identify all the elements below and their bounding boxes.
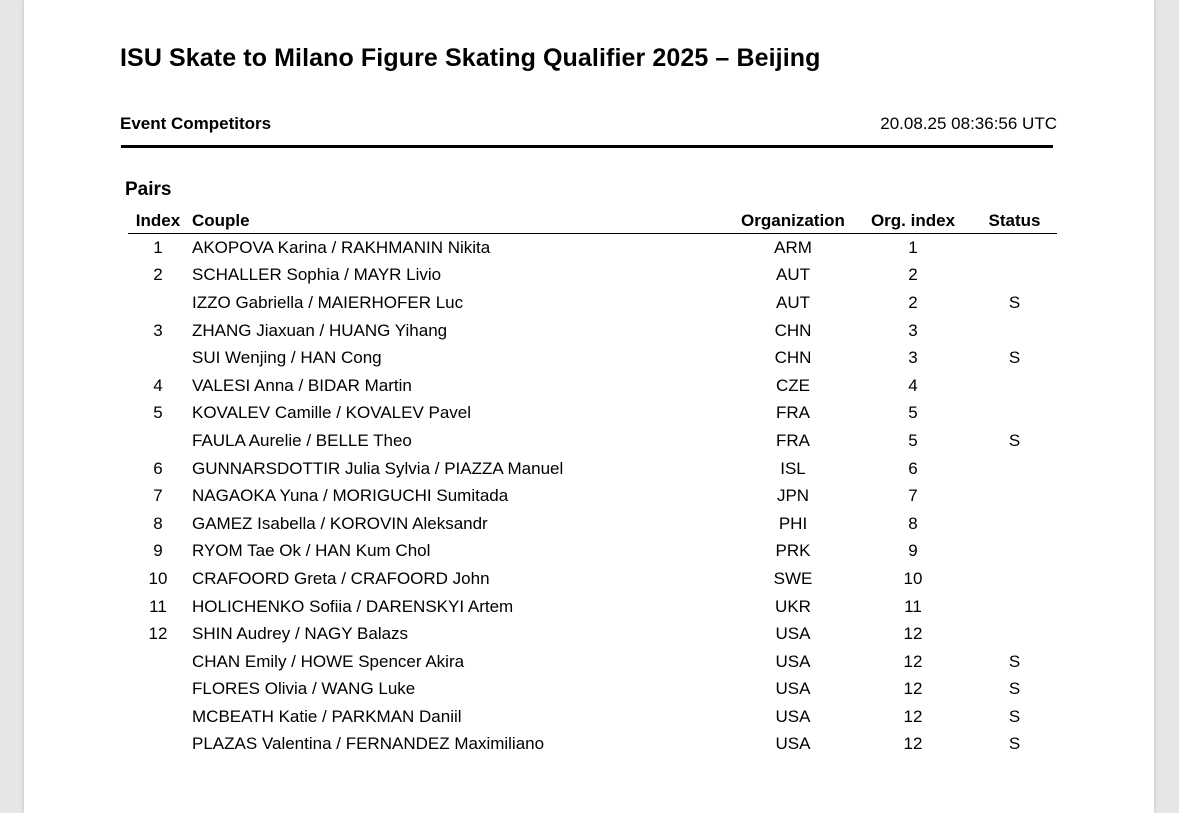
cell-couple: CRAFOORD Greta / CRAFOORD John [192, 568, 490, 588]
cell-couple: SCHALLER Sophia / MAYR Livio [192, 265, 442, 285]
cell-organization: CHN [774, 348, 812, 368]
cell-organization: PHI [778, 513, 808, 533]
cell-org-index: 2 [908, 265, 918, 285]
cell-org-index: 8 [908, 513, 918, 533]
cell-org-index: 12 [903, 679, 923, 699]
cell-couple: IZZO Gabriella / MAIERHOFER Luc [192, 292, 464, 312]
table-row [128, 648, 1057, 676]
cell-organization: USA [775, 651, 811, 671]
cell-org-index: 5 [908, 403, 918, 423]
table-row [128, 565, 1057, 593]
cell-couple: MCBEATH Katie / PARKMAN Daniil [192, 706, 462, 726]
table-row [128, 262, 1057, 290]
cell-index: 7 [153, 486, 163, 506]
cell-status: S [1008, 651, 1021, 671]
table-row [128, 400, 1057, 428]
cell-index: 10 [148, 568, 168, 588]
subheader [120, 114, 1057, 136]
table-row [128, 510, 1057, 538]
section-title: Pairs [125, 179, 172, 200]
cell-org-index: 2 [908, 292, 918, 312]
cell-status [972, 234, 1057, 262]
cell-status [972, 565, 1057, 593]
cell-couple: AKOPOVA Karina / RAKHMANIN Nikita [192, 237, 491, 257]
cell-status [972, 620, 1057, 648]
cell-couple: RYOM Tae Ok / HAN Kum Chol [192, 541, 431, 561]
cell-couple: SUI Wenjing / HAN Cong [192, 348, 382, 368]
cell-org-index: 12 [903, 624, 923, 644]
cell-status: S [1008, 292, 1021, 312]
timestamp: 20.08.25 08:36:56 UTC [880, 114, 1057, 133]
cell-status: S [1008, 679, 1021, 699]
cell-organization: AUT [776, 292, 810, 312]
table-row [128, 344, 1057, 372]
header-index: Index [128, 208, 188, 234]
cell-organization: ARM [774, 237, 812, 257]
cell-status [972, 372, 1057, 400]
table-row [128, 427, 1057, 455]
cell-organization: USA [775, 734, 811, 754]
cell-index: 1 [153, 237, 163, 257]
cell-status [972, 538, 1057, 566]
cell-index: 9 [153, 541, 163, 561]
table-row [128, 538, 1057, 566]
competitors-table [128, 208, 1057, 758]
cell-couple: ZHANG Jiaxuan / HUANG Yihang [192, 320, 448, 340]
cell-status: S [1008, 706, 1021, 726]
cell-organization: SWE [773, 568, 813, 588]
cell-organization: AUT [776, 265, 810, 285]
cell-org-index: 11 [904, 596, 922, 616]
cell-couple: PLAZAS Valentina / FERNANDEZ Maximiliano [192, 734, 545, 754]
cell-org-index: 12 [903, 651, 923, 671]
cell-org-index: 12 [903, 706, 923, 726]
cell-index: 2 [153, 265, 163, 285]
cell-couple: GAMEZ Isabella / KOROVIN Aleksandr [192, 513, 488, 533]
cell-org-index: 12 [903, 734, 923, 754]
cell-org-index: 4 [908, 375, 918, 395]
cell-status: S [1008, 734, 1021, 754]
cell-index [128, 289, 188, 317]
cell-index: 4 [153, 375, 163, 395]
cell-status [972, 317, 1057, 345]
cell-index [128, 648, 188, 676]
cell-org-index: 5 [908, 430, 918, 450]
cell-org-index: 3 [908, 348, 918, 368]
table-row [128, 731, 1057, 759]
table-row [128, 289, 1057, 317]
cell-org-index: 1 [908, 237, 918, 257]
cell-index: 3 [153, 320, 163, 340]
header-divider [121, 145, 1053, 148]
table-row [128, 676, 1057, 704]
cell-index: 12 [148, 624, 168, 644]
cell-organization: USA [775, 679, 811, 699]
cell-status [972, 593, 1057, 621]
table-row [128, 234, 1057, 262]
cell-index: 11 [149, 596, 167, 616]
cell-index [128, 731, 188, 759]
cell-status [972, 400, 1057, 428]
cell-organization: FRA [776, 430, 810, 450]
table-row [128, 482, 1057, 510]
cell-org-index: 7 [908, 486, 918, 506]
cell-couple: CHAN Emily / HOWE Spencer Akira [192, 651, 465, 671]
cell-couple: HOLICHENKO Sofiia / DARENSKYI Artem [192, 596, 514, 616]
cell-status: S [1008, 430, 1021, 450]
document-page [24, 0, 1154, 813]
cell-organization: UKR [775, 596, 811, 616]
subheader-label: Event Competitors [120, 114, 272, 133]
cell-organization: CZE [776, 375, 810, 395]
header-couple: Couple [188, 208, 732, 234]
cell-org-index: 3 [908, 320, 918, 340]
cell-index: 5 [153, 403, 163, 423]
table-row [128, 455, 1057, 483]
cell-index: 6 [153, 458, 163, 478]
table-header-row [128, 208, 1057, 234]
cell-index [128, 676, 188, 704]
table-row [128, 372, 1057, 400]
cell-index [128, 427, 188, 455]
cell-couple: FAULA Aurelie / BELLE Theo [192, 430, 412, 450]
cell-org-index: 10 [903, 568, 923, 588]
cell-status [972, 482, 1057, 510]
cell-organization: ISL [780, 458, 806, 478]
cell-status [972, 455, 1057, 483]
cell-couple: FLORES Olivia / WANG Luke [192, 679, 416, 699]
header-status: Status [972, 208, 1057, 234]
cell-organization: USA [775, 624, 811, 644]
cell-org-index: 6 [908, 458, 918, 478]
cell-status [972, 510, 1057, 538]
table-row [128, 317, 1057, 345]
cell-organization: JPN [776, 486, 810, 506]
cell-org-index: 9 [908, 541, 918, 561]
cell-couple: NAGAOKA Yuna / MORIGUCHI Sumitada [192, 486, 509, 506]
cell-organization: FRA [776, 403, 810, 423]
cell-status [972, 262, 1057, 290]
table-row [128, 620, 1057, 648]
cell-index [128, 344, 188, 372]
document-title: ISU Skate to Milano Figure Skating Qualifier 2025 – Beijing [120, 44, 821, 72]
cell-couple: GUNNARSDOTTIR Julia Sylvia / PIAZZA Manuel [192, 458, 564, 478]
cell-organization: PRK [775, 541, 811, 561]
cell-couple: SHIN Audrey / NAGY Balazs [192, 624, 409, 644]
table-row [128, 593, 1057, 621]
header-org-index: Org. index [854, 208, 972, 234]
cell-organization: CHN [774, 320, 812, 340]
cell-couple: VALESI Anna / BIDAR Martin [192, 375, 412, 395]
cell-status: S [1008, 348, 1021, 368]
cell-index: 8 [153, 513, 163, 533]
cell-organization: USA [775, 706, 811, 726]
header-organization: Organization [732, 208, 854, 234]
cell-index [128, 703, 188, 731]
cell-couple: KOVALEV Camille / KOVALEV Pavel [192, 403, 472, 423]
table-row [128, 703, 1057, 731]
